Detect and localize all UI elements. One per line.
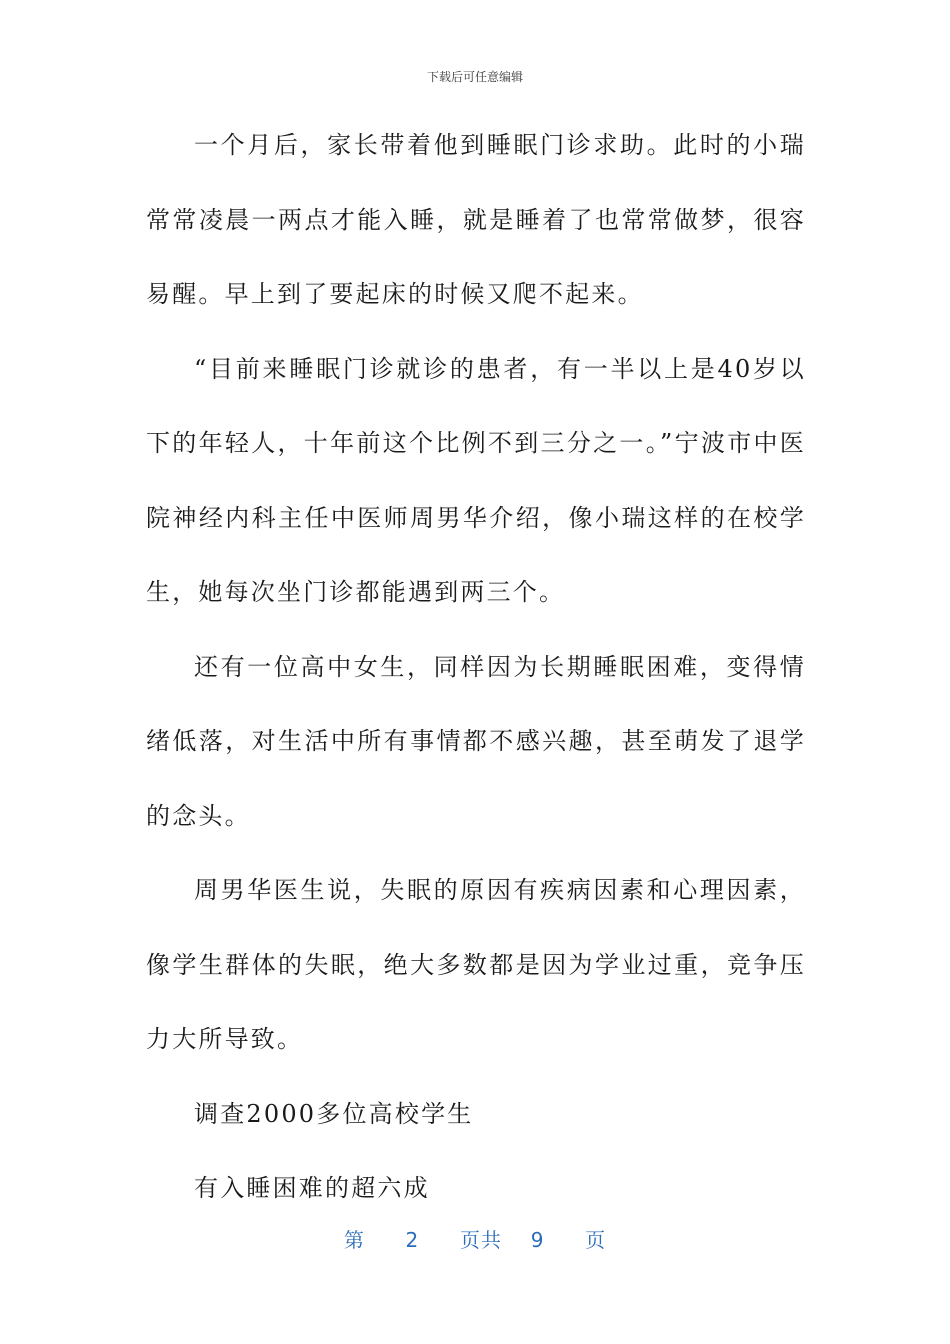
- page-header-note: 下载后可任意编辑: [426, 70, 523, 84]
- paragraph: “目前来睡眠门诊就诊的患者，有一半以上是40岁以下的年轻人，十年前这个比例不到三分之一。”宁波市中医院神经内科主任中医师周男华介绍，像小瑞这样的在校学生，她每次坐门诊都能遇到两三个。: [146, 354, 806, 606]
- document-body: [146, 108, 806, 1226]
- paragraph: 一个月后，家长带着他到睡眠门诊求助。此时的小瑞常常凌晨一两点才能入睡，就是睡着了也常常做梦，很容易醒。早上到了要起床的时候又爬不起来。: [146, 131, 806, 308]
- page-label-prefix: 第: [343, 1228, 365, 1252]
- section-heading: 调查2000多位高校学生: [194, 1099, 474, 1128]
- current-page-number: 2: [405, 1228, 420, 1252]
- paragraph: 周男华医生说，失眠的原因有疾病因素和心理因素，像学生群体的失眠，绝大多数都是因为学业过重，竞争压力大所导致。: [146, 876, 806, 1053]
- page-label-mid: 页共: [460, 1228, 502, 1252]
- page-footer: [0, 1224, 950, 1253]
- total-pages-number: 9: [530, 1228, 545, 1252]
- paragraph: 还有一位高中女生，同样因为长期睡眠困难，变得情绪低落，对生活中所有事情都不感兴趣，甚至萌发了退学的念头。: [146, 652, 806, 830]
- section-subheading: 有入睡困难的超六成: [194, 1174, 430, 1202]
- page-label-suffix: 页: [585, 1228, 607, 1252]
